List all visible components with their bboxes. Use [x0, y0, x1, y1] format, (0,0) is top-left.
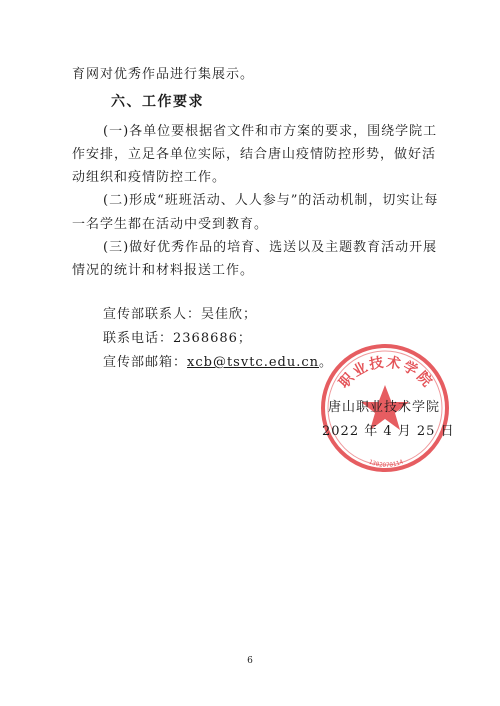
seal-top-text: 职业技术学院: [336, 354, 436, 392]
paragraph-line: (一)各单位要根据省文件和市方案的要求，围绕学院工: [103, 124, 438, 139]
signature-date-rest: 年 4 月 25 日: [364, 424, 455, 439]
paragraph-line: (二)形成“班班活动、人人参与”的活动机制，切实让每: [103, 193, 439, 208]
paragraph-line: (三)做好优秀作品的培育、选送以及主题教育活动开展: [103, 240, 438, 255]
contact-phone: 联系电话：2368686；: [103, 331, 252, 346]
contact-email-end: 。: [319, 355, 334, 370]
paragraph-line: 动组织和疫情防控工作。: [72, 170, 227, 185]
signature-org: 唐山职业技术学院: [328, 400, 441, 415]
paragraph-line: 一名学生都在活动中受到教育。: [72, 217, 269, 232]
body-line: 育网对优秀作品进行集展示。: [72, 67, 255, 82]
seal-number: 1302070114: [367, 458, 405, 470]
paragraph-line: 情况的统计和材料报送工作。: [72, 263, 255, 278]
contact-email-row: [103, 354, 333, 372]
signature-date: [322, 423, 455, 441]
contact-email-link[interactable]: xcb@tsvtc.edu.cn: [187, 355, 319, 370]
page-number: 6: [247, 656, 253, 666]
paragraph-line: 作安排，立足各单位实际，结合唐山疫情防控形势，做好活: [72, 147, 437, 162]
contact-email-label: 宣传部邮箱：: [103, 355, 188, 370]
signature-date-year: 2022: [322, 424, 360, 439]
section-heading: 六、工作要求: [111, 94, 204, 110]
contact-person: 宣传部联系人：吴佳欣；: [103, 307, 258, 322]
